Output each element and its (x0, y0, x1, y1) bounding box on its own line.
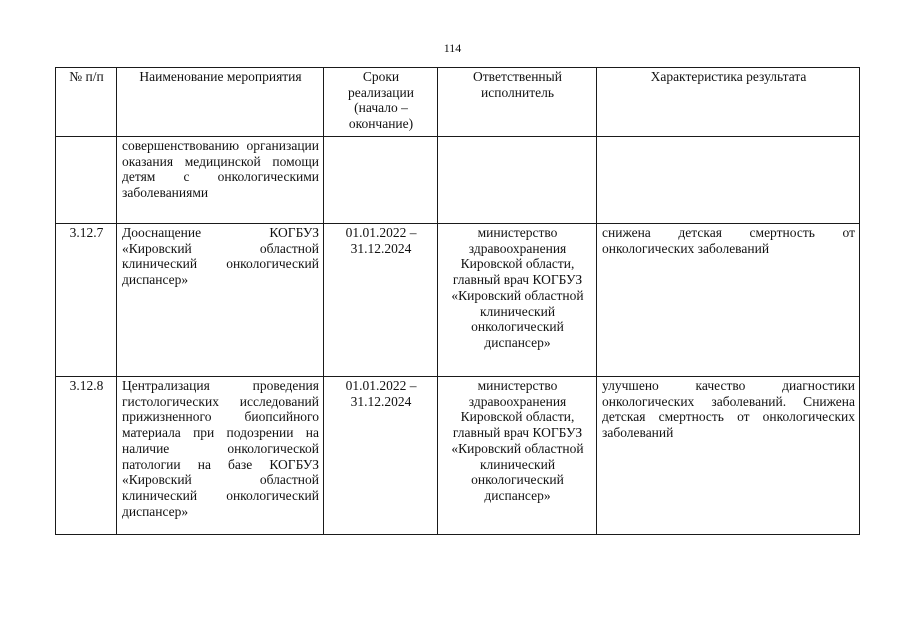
table-row (56, 224, 860, 377)
table-row (56, 377, 860, 535)
table-row (56, 137, 860, 224)
row-activity-name: Централизация проведения гистологических исследований прижизненного биопсийного материала при подозрении на наличие онкологической патологии на базе КОГБУЗ «Кировский областной клинический онкологический диспансер» (117, 377, 324, 535)
row-period (324, 137, 438, 224)
header-activity-name: Наименование мероприятия (117, 68, 324, 137)
table-header-row (56, 68, 860, 137)
header-period-text: Сроки реализации (начало – окончание) (348, 69, 414, 132)
header-result: Характеристика результата (597, 68, 860, 137)
header-executor: Ответственный исполнитель (438, 68, 597, 137)
row-activity-name: совершенствованию организации оказания медицинской помощи детям с онкологическими заболеваниями (117, 137, 324, 224)
row-result: снижена детская смертность от онкологических заболеваний (597, 224, 860, 377)
row-result: улучшено качество диагностики онкологических заболеваний. Снижена детская смертность от онкологических заболеваний (597, 377, 860, 535)
row-period: 01.01.2022 – 31.12.2024 (324, 224, 438, 377)
header-period (324, 68, 438, 137)
row-activity-name: Дооснащение КОГБУЗ «Кировский областной клинический онкологический диспансер» (117, 224, 324, 377)
page-number: 114 (443, 41, 462, 55)
row-executor: министерство здравоохранения Кировской области, главный врач КОГБУЗ «Кировский областной клинический онкологический диспансер» (438, 224, 597, 377)
row-number (56, 137, 117, 224)
row-number: 3.12.8 (56, 377, 117, 535)
row-period: 01.01.2022 – 31.12.2024 (324, 377, 438, 535)
row-executor: министерство здравоохранения Кировской области, главный врач КОГБУЗ «Кировский областной клинический онкологический диспансер» (438, 377, 597, 535)
activities-table (55, 67, 860, 535)
row-number: 3.12.7 (56, 224, 117, 377)
header-number: № п/п (56, 68, 117, 137)
row-result (597, 137, 860, 224)
row-executor (438, 137, 597, 224)
